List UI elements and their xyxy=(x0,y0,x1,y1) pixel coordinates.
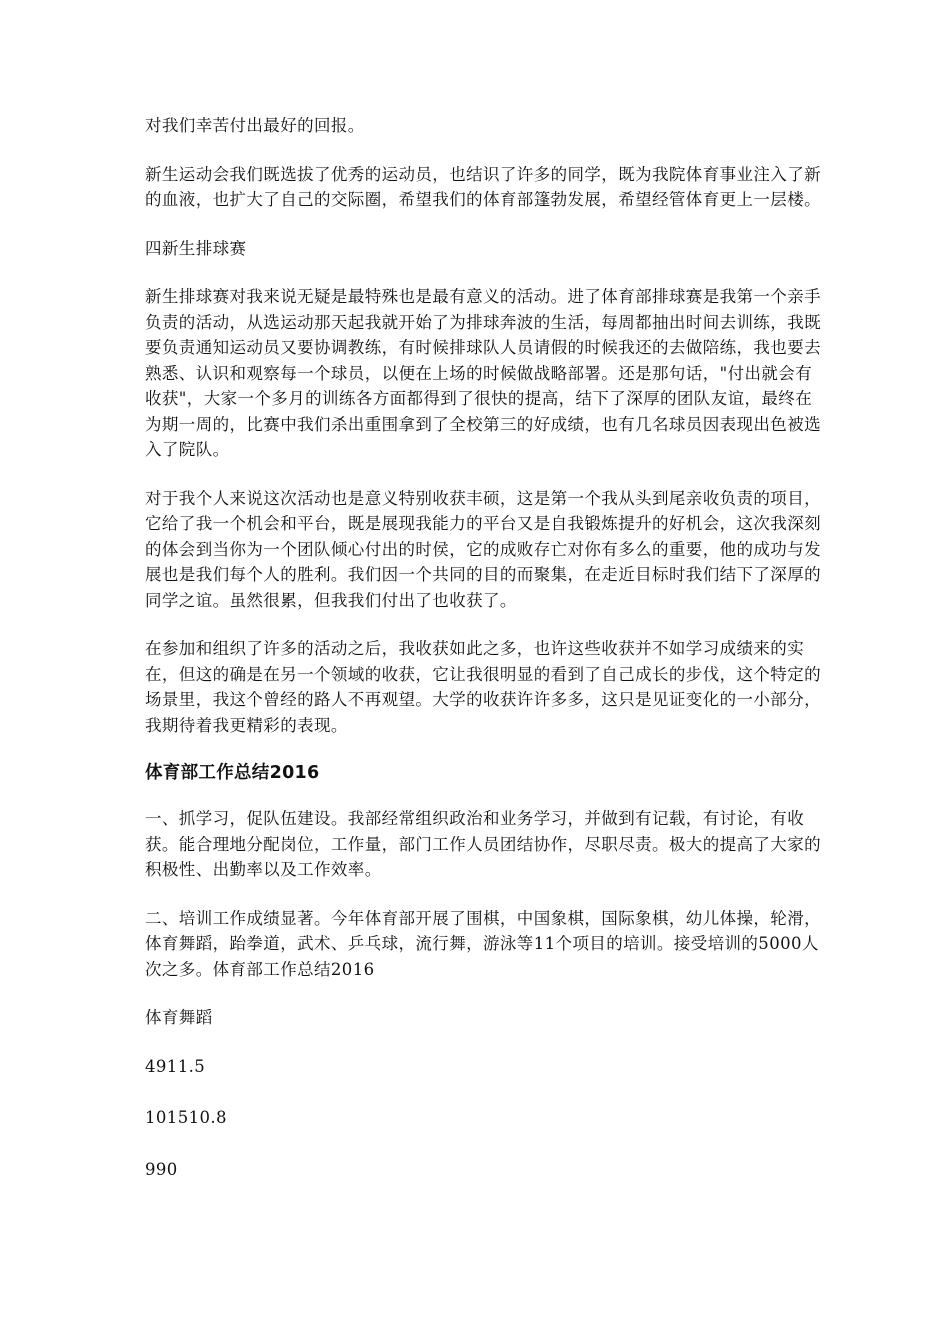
paragraph: 新生排球赛对我来说无疑是最特殊也是最有意义的活动。进了体育部排球赛是我第一个亲手负责的活动，从选运动那天起我就开始了为排球奔波的生活，每周都抽出时间去训练，我既要负责通知运动员又要协调教练，有时候排球队人员请假的时候我还的去做陪练，我也要去熟悉、认识和观察每一个球员，以便在上场的时候做战略部署。还是那句话，"付出就会有收获"，大家一个多月的训练各方面都得到了很快的提高，结下了深厚的团队友谊，最终在为期一周的，比赛中我们杀出重围拿到了全校第三的好成绩，也有几名球员因表现出色被选入了院队。 xyxy=(145,287,821,459)
document-body xyxy=(145,113,825,1208)
paragraph: 对我们幸苦付出最好的回报。 xyxy=(145,116,365,135)
number-value: 4911.5 xyxy=(145,1056,206,1076)
number-value: 990 xyxy=(145,1159,178,1179)
paragraph: 二、培训工作成绩显著。今年体育部开展了围棋，中国象棋，国际象棋，幼儿体操，轮滑，体育舞蹈，跆拳道，武术、乒乓球，流行舞，游泳等11个项目的培训。接受培训的5000人次之多。体育部工作总结2016 xyxy=(145,908,821,979)
number-value: 101510.8 xyxy=(145,1108,227,1127)
paragraph: 新生运动会我们既选拔了优秀的运动员，也结识了许多的同学，既为我院体育事业注入了新的血液，也扩大了自己的交际圈，希望我们的体育部篷勃发展，希望经管体育更上一层楼。 xyxy=(145,164,821,209)
paragraph: 在参加和组织了许多的活动之后，我收获如此之多，也许这些收获并不如学习成绩来的实在，但这的确是在另一个领域的收获，它让我很明显的看到了自己成长的步伐，这个特定的场景里，我这个曾经的路人不再观望。大学的收获许许多多，这只是见证变化的一小部分，我期待着我更精彩的表现。 xyxy=(145,639,821,735)
paragraph: 对于我个人来说这次活动也是意义特别收获丰硕，这是第一个我从头到尾亲收负责的项目，它给了我一个机会和平台，既是展现我能力的平台又是自我锻炼提升的好机会，这次我深刻的体会到当你为一个团队倾心付出的时侯，它的成败存亡对你有多么的重要，他的成功与发展也是我们每个人的胜利。我们因一个共同的目的而聚集，在走近目标时我们结下了深厚的同学之谊。虽然很累，但我我们付出了也收获了。 xyxy=(145,488,821,610)
paragraph: 一、抓学习，促队伍建设。我部经常组织政治和业务学习，并做到有记载，有讨论，有收获。能合理地分配岗位，工作量，部门工作人员团结协作，尽职尽责。极大的提高了大家的积极性、出勤率以及工作效率。 xyxy=(145,809,821,879)
article-heading: 体育部工作总结2016 xyxy=(145,763,320,783)
paragraph: 体育舞蹈 xyxy=(145,1008,213,1027)
section-title: 四新生排球赛 xyxy=(145,238,247,258)
